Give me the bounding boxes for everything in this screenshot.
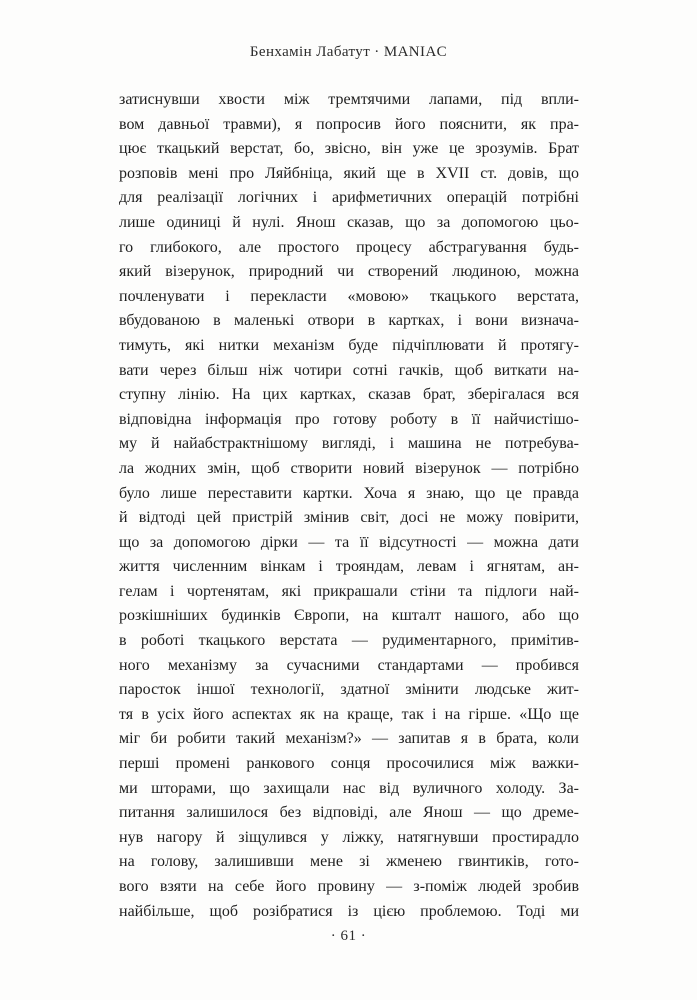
text-line: в роботі ткацького верстата — рудиментарного, примітив- [119, 632, 579, 650]
page-number: · 61 · [330, 928, 367, 944]
text-line: для реалізації логічних і арифметичних операцій потрібні [119, 189, 579, 207]
text-line: перші промені ранкового сонця просочилися між важки- [119, 755, 579, 773]
text-line: цює ткацький верстат, бо, звісно, він уже це зрозумів. Брат [119, 140, 579, 158]
text-line: го глибокого, але простого процесу абстрагування будь- [119, 238, 579, 256]
text-line: нув нагору й зіщулився у ліжку, натягнувши простирадло [119, 828, 579, 846]
text-line: ла жодних змін, щоб створити новий візерунок — потрібно [119, 459, 579, 477]
text-line: почленувати і перекласти «мовою» ткацького верстата, [119, 287, 579, 305]
text-line: який візерунок, природний чи створений людиною, можна [119, 263, 579, 281]
text-line: й відтоді цей пристрій змінив світ, досі не можу повірити, [119, 509, 579, 527]
text-line: му й найабстрактнішому вигляді, і машина не потребува- [119, 435, 579, 453]
text-line: гелам і чортенятам, які прикрашали стіни та підлоги най- [119, 582, 579, 600]
text-line: ного механізму за сучасними стандартами — пробився [119, 656, 579, 674]
text-line: затиснувши хвости між тремтячими лапами, під впли- [119, 91, 579, 108]
text-line: вом давньої травми), я попросив його пояснити, як пра- [119, 115, 579, 133]
running-header: Бенхамін Лабатут · MANIAC [249, 44, 448, 60]
text-line: вати через більш ніж чотири сотні гачків, щоб виткати на- [119, 361, 579, 379]
text-line: міг би робити такий механізм?» — запитав я в брата, коли [119, 730, 579, 748]
text-line: вого взяти на себе його провину — з-поміж людей зробив [119, 878, 579, 895]
text-line: вбудованою в маленькі отвори в картках, і вони визнача- [119, 312, 579, 330]
text-line: паросток іншої технології, здатної змінити людське жит- [119, 681, 579, 699]
text-line: на голову, залишивши мене зі жменею гвинтиків, гото- [119, 853, 579, 871]
text-line: ми шторами, що захищали нас від вуличного холоду. За- [119, 779, 579, 797]
body-text [119, 88, 579, 924]
text-line: відповідна інформація про готову роботу в її найчистішо- [119, 410, 579, 428]
text-line: було лише переставити картки. Хоча я знаю, що це правда [119, 484, 579, 502]
text-line: розповів мені про Ляйбніца, який ще в XVII ст. довів, що [119, 164, 579, 182]
text-line: що за допомогою дірки — та її відсутності — можна дати [119, 533, 579, 551]
text-line: розкішніших будинків Європи, на кшталт нашого, або що [119, 607, 579, 625]
text-line: лише одиниці й нулі. Янош сказав, що за допомогою цьо- [119, 213, 579, 231]
text-line: тимуть, які нитки механізм буде підчіплювати й протягу- [119, 336, 579, 354]
text-line: найбільше, щоб розібратися із цією проблемою. Тоді ми [119, 902, 579, 920]
text-line: питання залишилося без відповіді, але Янош — що дреме- [119, 804, 579, 822]
text-line: життя численним вінкам і трояндам, левам і ягнятам, ан- [119, 558, 579, 576]
text-line: ступну лінію. На цих картках, сказав брат, зберігалася вся [119, 386, 579, 404]
text-line: тя в усіх його аспектах як на краще, так і на гірше. «Що ще [119, 705, 579, 723]
